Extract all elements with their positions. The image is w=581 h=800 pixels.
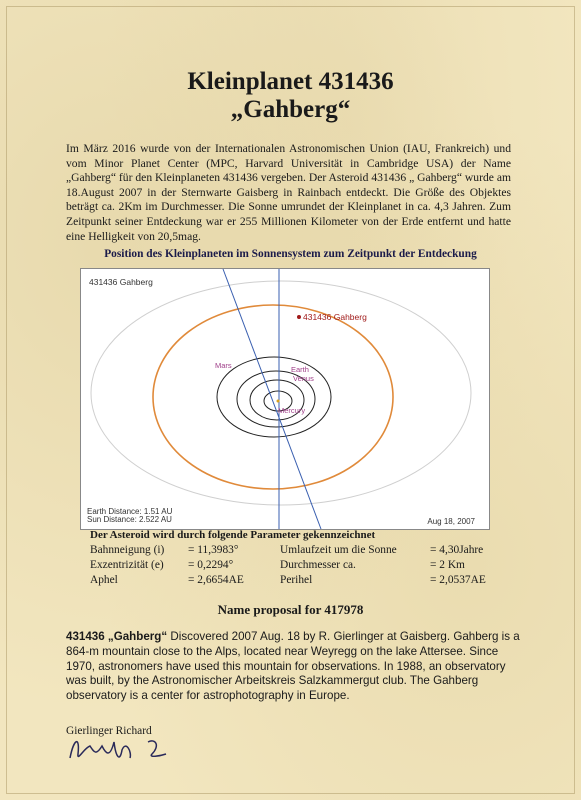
handwritten-signature <box>60 728 190 768</box>
param-name: Bahnneigung (i) <box>90 544 165 556</box>
sun-marker <box>277 400 280 403</box>
proposal-name: 431436 „Gahberg“ <box>66 630 168 643</box>
orbit-caption: Position des Kleinplaneten im Sonnensystem zum Zeitpunkt der Entdeckung <box>104 248 477 260</box>
param-value-2: = 4,30Jahre <box>430 544 484 556</box>
param-value-2: = 2 Km <box>430 559 465 571</box>
params-caption: Der Asteroid wird durch folgende Parameter gekennzeichnet <box>90 529 376 541</box>
mercury-label: Mercury <box>278 406 306 415</box>
orbit-svg <box>81 269 489 529</box>
orbit-date: Aug 18, 2007 <box>427 517 475 526</box>
param-name-2: Perihel <box>280 574 313 586</box>
param-name: Aphel <box>90 574 118 586</box>
param-value: = 0,2294° <box>188 559 234 571</box>
orbit-diagram <box>80 268 490 530</box>
intro-paragraph: Im März 2016 wurde von der Internationalen Astronomischen Union (IAU, Frankreich) und vom Minor Planet Center (MPC, Harvard Universität in Cambridge USA) der Name „Gahberg“ für den Kleinplaneten 431436 vergeben. Der Asteroid 431436 „ Gahberg“ wurde am 18.August 2007 in der Sternwarte Gaisberg in Rainbach entdeckt. Die Größe des Objektes beträgt ca. 2Km im Durchmesser. Die Sonne umrundet der Kleinplanet in ca. 4,3 Jahren. Zum Zeitpunkt seiner Entdeckung war er 255 Millionen Kilometer von der Erde entfernt und hatte eine Helligkeit von 20,5mag. <box>66 142 511 243</box>
asteroid-label: 431436 Gahberg <box>303 312 367 322</box>
mars-orbit <box>217 357 331 437</box>
param-value: = 11,3983° <box>188 544 239 556</box>
proposal-text: Discovered 2007 Aug. 18 by R. Gierlinger at Gaisberg. Gahberg is a 864-m mountain close to the Alps, located near Weyregg on the lake Attersee. Since 1970, astronomers have used this mountain for observations. In 1988, an observatory was built, by the Astronomischer Arbeitskreis Salzkammergut club. The Gahberg observatory is a center for astrophotography in Europe. <box>66 630 520 703</box>
param-name-2: Umlaufzeit um die Sonne <box>280 544 397 556</box>
param-value: = 2,6654AE <box>188 574 244 586</box>
earth-label: Earth <box>291 365 309 374</box>
earth-distance: Earth Distance: 1.51 AU <box>87 507 173 516</box>
title-line-2: „Gahberg“ <box>230 96 351 123</box>
orbit-title: 431436 Gahberg <box>89 277 153 287</box>
param-name-2: Durchmesser ca. <box>280 559 356 571</box>
proposal-heading: Name proposal for 417978 <box>217 602 364 617</box>
asteroid-marker <box>297 315 301 319</box>
title-line-1: Kleinplanet 431436 <box>187 68 394 95</box>
proposal-paragraph <box>66 630 521 704</box>
asteroid-orbit <box>153 305 393 489</box>
param-value-2: = 2,0537AE <box>430 574 486 586</box>
signature-name: Gierlinger Richard <box>66 725 152 737</box>
sun-distance: Sun Distance: 2.522 AU <box>87 515 172 524</box>
outer-frame-orbit <box>91 281 471 505</box>
param-name: Exzentrizität (e) <box>90 559 164 571</box>
mars-label: Mars <box>215 361 232 370</box>
venus-label: Venus <box>293 374 314 383</box>
